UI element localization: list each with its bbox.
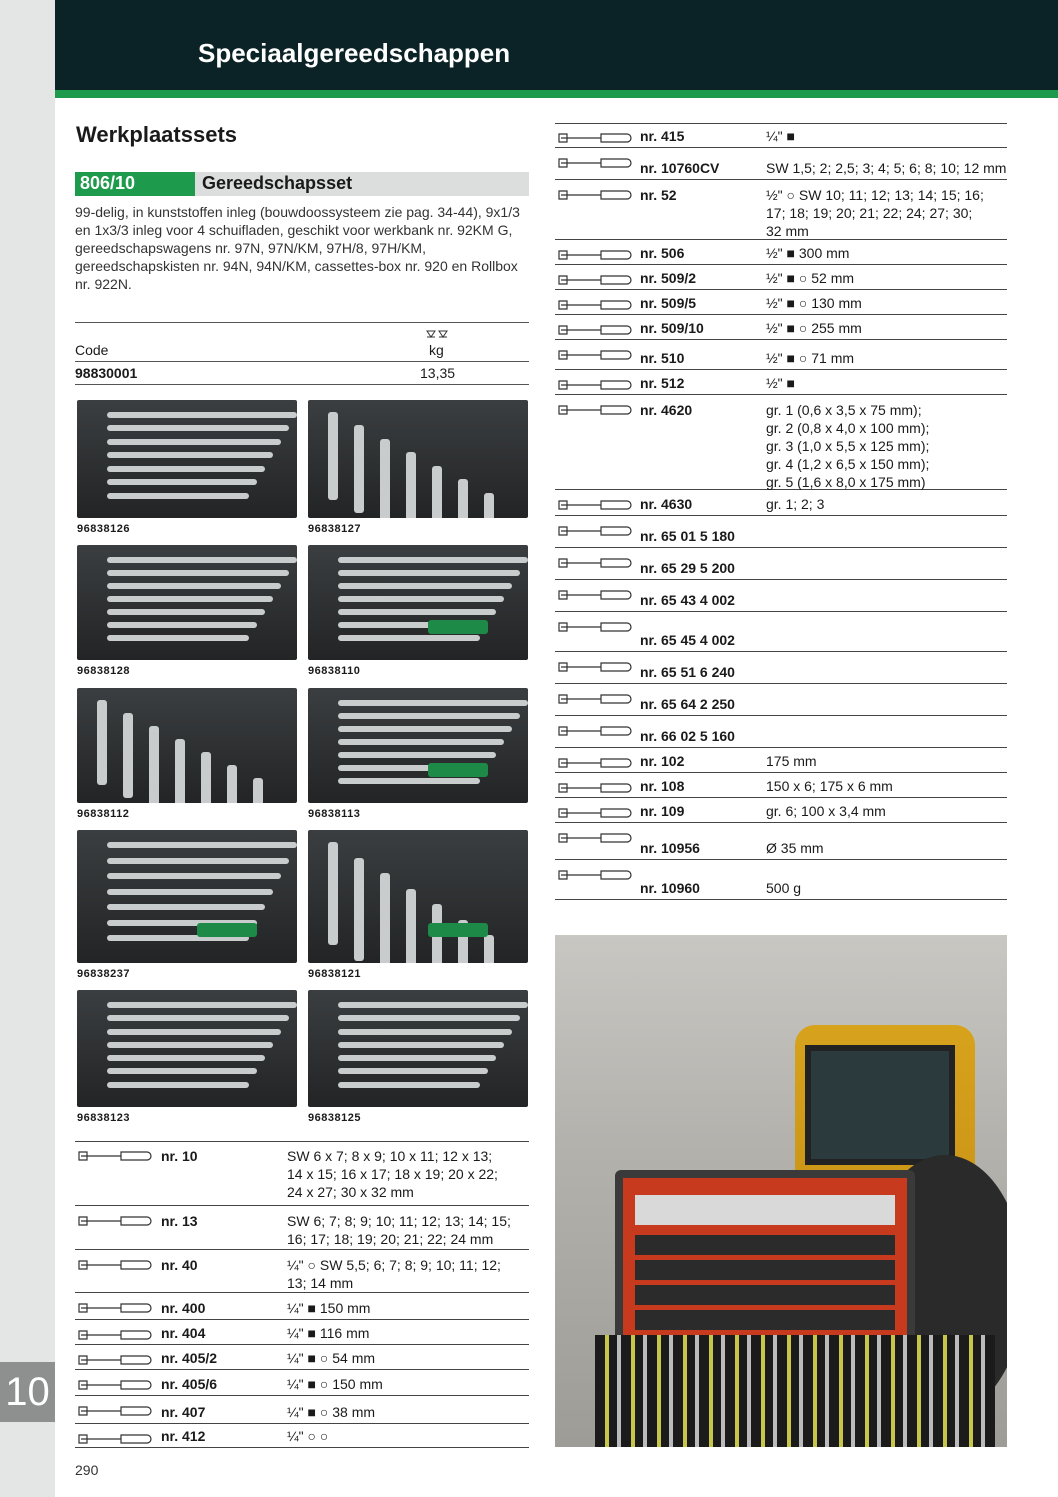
tool-icon bbox=[557, 153, 633, 173]
tool-shape bbox=[338, 570, 520, 576]
tool-shape bbox=[338, 596, 504, 602]
tool-icon bbox=[557, 400, 633, 420]
tool-shape bbox=[432, 466, 442, 518]
tool-shape bbox=[380, 873, 390, 963]
tray-code: 96838128 bbox=[77, 665, 130, 677]
tray-code: 96838121 bbox=[308, 968, 361, 980]
tool-icon bbox=[77, 1298, 153, 1318]
table-row bbox=[75, 1396, 529, 1424]
article-spec: ¼" ■ ○ 54 mm bbox=[287, 1350, 376, 1366]
table-row bbox=[75, 1320, 529, 1345]
article-weight: 13,35 bbox=[420, 365, 456, 381]
code-table bbox=[75, 322, 529, 386]
table-row bbox=[75, 1370, 529, 1396]
weight-scale-icon bbox=[425, 327, 449, 339]
tool-icon bbox=[557, 585, 633, 605]
article-number: nr. 10956 bbox=[640, 840, 700, 856]
article-spec: ¼" ■ bbox=[766, 128, 795, 144]
tool-icon bbox=[557, 721, 633, 741]
article-number: nr. 65 45 4 002 bbox=[640, 632, 735, 648]
tool-icon bbox=[557, 495, 633, 515]
tool-shape bbox=[328, 842, 338, 945]
tool-shape bbox=[107, 1082, 249, 1088]
article-number: nr. 415 bbox=[640, 128, 685, 144]
tray-code: 96838126 bbox=[77, 523, 130, 535]
table-row bbox=[555, 580, 1007, 612]
article-number: nr. 512 bbox=[640, 375, 685, 391]
article-spec: 175 mm bbox=[766, 753, 817, 769]
tool-shape bbox=[107, 479, 257, 485]
tool-shape bbox=[107, 1029, 281, 1035]
tray-code: 96838112 bbox=[77, 808, 130, 820]
article-number: nr. 52 bbox=[640, 187, 677, 203]
tool-shape bbox=[107, 858, 289, 864]
article-spec: ½" ■ 300 mm bbox=[766, 245, 850, 261]
tool-icon bbox=[77, 1325, 153, 1345]
tool-icon bbox=[557, 828, 633, 848]
article-spec: ¼" ■ 116 mm bbox=[287, 1325, 370, 1341]
article-spec: Ø 35 mm bbox=[766, 840, 824, 856]
tool-shape bbox=[227, 765, 237, 803]
tool-shape bbox=[338, 726, 512, 732]
product-description: 99-delig, in kunststoffen inleg (bouwdoossysteem zie pag. 34-44), 9x1/3 en 1x3/3 inleg voor 4 schuifladen, geschikt voor werkbank nr. 92KM G, gereedschapswagens nr. 97N, 97N/KM, 97H/8, 97H/KM, gereedschapskisten nr. 94N, 94N/KM, cassettes-box nr. 920 en Rollbox nr. 922N. bbox=[75, 204, 520, 292]
article-spec: gr. 6; 100 x 3,4 mm bbox=[766, 803, 886, 819]
tool-shape bbox=[338, 583, 512, 589]
tool-tray-image bbox=[77, 400, 297, 518]
article-spec: SW 1,5; 2; 2,5; 3; 4; 5; 6; 8; 10; 12 mm bbox=[766, 160, 1007, 176]
article-number: nr. 13 bbox=[161, 1213, 198, 1229]
article-number: nr. 109 bbox=[640, 803, 685, 819]
product-photo-toolcart bbox=[555, 935, 1007, 1447]
tool-shape bbox=[338, 1042, 504, 1048]
tool-icon bbox=[557, 778, 633, 798]
tool-icon bbox=[557, 689, 633, 709]
tool-shape bbox=[338, 752, 496, 758]
tool-icon bbox=[77, 1255, 153, 1275]
article-spec: ½" ○ SW 10; 11; 12; 13; 14; 15; 16; 17; 18; 19; 20; 21; 22; 24; 27; 30; 32 mm bbox=[766, 187, 984, 239]
green-handle bbox=[428, 620, 488, 634]
table-row bbox=[555, 370, 1007, 395]
tool-shape bbox=[107, 1042, 273, 1048]
article-number: nr. 407 bbox=[161, 1404, 206, 1420]
tool-icon bbox=[77, 1146, 153, 1166]
product-name: Gereedschapsset bbox=[202, 173, 353, 193]
article-number: nr. 65 43 4 002 bbox=[640, 592, 735, 608]
tool-shape bbox=[338, 557, 528, 563]
tool-shape bbox=[406, 889, 416, 963]
tool-icon bbox=[557, 185, 633, 205]
article-spec: ½" ■ ○ 71 mm bbox=[766, 350, 855, 366]
side-strip bbox=[0, 0, 55, 1497]
article-number: nr. 10760CV bbox=[640, 160, 720, 176]
table-row bbox=[75, 1250, 529, 1293]
tool-icon bbox=[557, 617, 633, 637]
table-row bbox=[555, 823, 1007, 860]
green-handle bbox=[428, 763, 488, 777]
article-spec: ¼" ■ 150 mm bbox=[287, 1300, 371, 1316]
tool-shape bbox=[253, 778, 263, 803]
table-row bbox=[555, 290, 1007, 315]
tool-shape bbox=[484, 493, 494, 518]
tool-shape bbox=[97, 700, 107, 785]
article-number: nr. 400 bbox=[161, 1300, 206, 1316]
article-spec: ½" ■ ○ 52 mm bbox=[766, 270, 855, 286]
tool-icon bbox=[77, 1401, 153, 1421]
tool-tray-image bbox=[77, 688, 297, 803]
tray-code: 96838110 bbox=[308, 665, 361, 677]
tool-icon bbox=[77, 1429, 153, 1449]
article-number: nr. 412 bbox=[161, 1428, 206, 1444]
tool-shape bbox=[338, 1082, 480, 1088]
product-code: 806/10 bbox=[75, 172, 195, 196]
tool-shape bbox=[107, 622, 257, 628]
article-spec: 500 g bbox=[766, 880, 802, 896]
article-spec: ½" ■ ○ 130 mm bbox=[766, 295, 862, 311]
tool-shape bbox=[107, 493, 249, 499]
table-row bbox=[555, 240, 1007, 265]
article-spec: SW 6 x 7; 8 x 9; 10 x 11; 12 x 13; 14 x 15; 16 x 17; 18 x 19; 20 x 22; 24 x 27; 30 x 32 mm bbox=[287, 1148, 498, 1200]
table-row bbox=[555, 516, 1007, 548]
tool-icon bbox=[557, 521, 633, 541]
tool-shape bbox=[458, 479, 468, 518]
table-row bbox=[555, 490, 1007, 516]
tool-tray-image bbox=[308, 990, 528, 1107]
tool-tray-image bbox=[308, 545, 528, 660]
article-spec: ½" ■ bbox=[766, 375, 795, 391]
tool-shape bbox=[107, 904, 265, 910]
tool-tray-image bbox=[308, 400, 528, 518]
tool-shape bbox=[107, 466, 265, 472]
tool-shape bbox=[107, 596, 273, 602]
tool-icon bbox=[557, 320, 633, 340]
tray-code: 96838123 bbox=[77, 1112, 130, 1124]
page-number: 290 bbox=[75, 1462, 99, 1478]
tool-shape bbox=[149, 726, 159, 803]
article-spec: ½" ■ ○ 255 mm bbox=[766, 320, 862, 336]
tray-code: 96838125 bbox=[308, 1112, 361, 1124]
tool-shape bbox=[354, 858, 364, 961]
article-spec: ¼" ■ ○ 150 mm bbox=[287, 1376, 383, 1392]
article-spec: gr. 1; 2; 3 bbox=[766, 496, 825, 512]
table-row bbox=[555, 612, 1007, 652]
tool-shape bbox=[338, 635, 480, 641]
tool-icon bbox=[557, 865, 633, 885]
tool-icon bbox=[557, 128, 633, 148]
tool-shape bbox=[338, 1015, 520, 1021]
tool-shape bbox=[107, 1055, 265, 1061]
tool-shape bbox=[107, 412, 297, 418]
tool-icon bbox=[557, 295, 633, 315]
tool-shape bbox=[107, 557, 297, 563]
tool-shape bbox=[338, 1055, 496, 1061]
tool-icon bbox=[557, 553, 633, 573]
article-number: nr. 506 bbox=[640, 245, 685, 261]
tool-icon bbox=[77, 1211, 153, 1231]
table-row bbox=[555, 265, 1007, 290]
tool-shape bbox=[338, 700, 528, 706]
article-number: nr. 65 64 2 250 bbox=[640, 696, 735, 712]
table-row bbox=[555, 798, 1007, 823]
article-number: nr. 405/2 bbox=[161, 1350, 218, 1366]
tool-shape bbox=[107, 873, 281, 879]
green-handle bbox=[428, 923, 488, 937]
article-code: 98830001 bbox=[75, 365, 138, 381]
table-row bbox=[555, 748, 1007, 773]
table-row bbox=[555, 860, 1007, 900]
tool-icon bbox=[557, 375, 633, 395]
tool-shape bbox=[338, 739, 504, 745]
tool-icon bbox=[557, 270, 633, 290]
page-title: Speciaalgereedschappen bbox=[198, 38, 511, 68]
article-spec: SW 6; 7; 8; 9; 10; 11; 12; 13; 14; 15; 16; 17; 18; 19; 20; 21; 22; 24 mm bbox=[287, 1213, 511, 1247]
tool-shape bbox=[175, 739, 185, 803]
code-header: Code bbox=[75, 342, 109, 358]
article-number: nr. 102 bbox=[640, 753, 685, 769]
article-spec: gr. 1 (0,6 x 3,5 x 75 mm); gr. 2 (0,8 x 4,0 x 100 mm); gr. 3 (1,0 x 5,5 x 125 mm); gr. 4 (1,2 x 6,5 x 150 mm); gr. 5 (1,6 x 8,0 x 175 mm) bbox=[766, 402, 930, 490]
green-handle bbox=[197, 923, 257, 937]
tool-shape bbox=[123, 713, 133, 798]
table-row bbox=[75, 1424, 529, 1448]
table-row bbox=[75, 1206, 529, 1250]
tool-icon bbox=[557, 753, 633, 773]
tool-shape bbox=[107, 583, 281, 589]
tool-icon bbox=[557, 245, 633, 265]
tool-shape bbox=[201, 752, 211, 803]
article-spec: 150 x 6; 175 x 6 mm bbox=[766, 778, 893, 794]
table-row bbox=[555, 340, 1007, 370]
tool-tray-image bbox=[77, 990, 297, 1107]
tool-shape bbox=[354, 425, 364, 513]
table-row bbox=[555, 395, 1007, 490]
article-spec: ¼" ■ ○ 38 mm bbox=[287, 1404, 376, 1420]
tool-shape bbox=[107, 1015, 289, 1021]
article-spec: ¼" ○ ○ bbox=[287, 1428, 329, 1444]
article-number: nr. 510 bbox=[640, 350, 685, 366]
article-number: nr. 66 02 5 160 bbox=[640, 728, 735, 744]
section-title: Werkplaatssets bbox=[76, 122, 238, 147]
article-number: nr. 4630 bbox=[640, 496, 693, 512]
table-row bbox=[75, 1293, 529, 1320]
article-number: nr. 65 29 5 200 bbox=[640, 560, 735, 576]
tool-shape bbox=[107, 439, 281, 445]
tool-shape bbox=[107, 842, 297, 848]
accent-bar bbox=[55, 90, 1058, 98]
table-row bbox=[555, 123, 1007, 148]
table-row bbox=[75, 1141, 529, 1206]
table-row bbox=[555, 652, 1007, 684]
table-row bbox=[75, 1345, 529, 1370]
article-number: nr. 40 bbox=[161, 1257, 198, 1273]
tool-shape bbox=[107, 889, 273, 895]
tool-shape bbox=[484, 935, 494, 963]
tray-code: 96838113 bbox=[308, 808, 361, 820]
article-number: nr. 509/10 bbox=[640, 320, 704, 336]
chapter-tab: 10 bbox=[0, 1362, 55, 1422]
article-number: nr. 65 01 5 180 bbox=[640, 528, 735, 544]
table-row bbox=[555, 315, 1007, 340]
tray-code: 96838237 bbox=[77, 968, 130, 980]
tool-shape bbox=[107, 609, 265, 615]
article-spec: ¼" ○ SW 5,5; 6; 7; 8; 9; 10; 11; 12; 13; 14 mm bbox=[287, 1257, 501, 1291]
tool-tray-image bbox=[77, 830, 297, 963]
tool-shape bbox=[338, 778, 480, 784]
article-number: nr. 509/5 bbox=[640, 295, 697, 311]
tool-shape bbox=[328, 412, 338, 500]
table-row bbox=[555, 148, 1007, 180]
tool-shape bbox=[107, 635, 249, 641]
tool-shape bbox=[338, 713, 520, 719]
article-number: nr. 108 bbox=[640, 778, 685, 794]
tool-shape bbox=[107, 1068, 257, 1074]
tray-code: 96838127 bbox=[308, 523, 361, 535]
tool-shape bbox=[338, 609, 496, 615]
tool-shape bbox=[107, 425, 289, 431]
tool-icon bbox=[77, 1350, 153, 1370]
table-row bbox=[555, 684, 1007, 716]
tool-shape bbox=[107, 1002, 297, 1008]
tool-tray-image bbox=[308, 688, 528, 803]
tool-shape bbox=[107, 452, 273, 458]
article-number: nr. 509/2 bbox=[640, 270, 697, 286]
article-number: nr. 10 bbox=[161, 1148, 198, 1164]
article-number: nr. 65 51 6 240 bbox=[640, 664, 735, 680]
product-header bbox=[75, 172, 529, 196]
tool-shape bbox=[380, 439, 390, 518]
article-number: nr. 405/6 bbox=[161, 1376, 218, 1392]
table-row bbox=[555, 773, 1007, 798]
tool-shape bbox=[338, 1002, 528, 1008]
tool-tray-image bbox=[308, 830, 528, 963]
tool-shape bbox=[406, 452, 416, 518]
table-row bbox=[555, 548, 1007, 580]
article-number: nr. 10960 bbox=[640, 880, 700, 896]
article-number: nr. 404 bbox=[161, 1325, 206, 1341]
page-header bbox=[55, 0, 1058, 90]
weight-header: kg bbox=[429, 342, 444, 358]
tool-icon bbox=[557, 657, 633, 677]
tool-icon bbox=[557, 345, 633, 365]
tool-tray-image bbox=[77, 545, 297, 660]
tool-shape bbox=[107, 570, 289, 576]
tool-icon bbox=[557, 803, 633, 823]
table-row bbox=[555, 716, 1007, 748]
table-row bbox=[555, 180, 1007, 240]
tool-shape bbox=[338, 1068, 488, 1074]
tool-shape bbox=[338, 1029, 512, 1035]
article-number: nr. 4620 bbox=[640, 402, 693, 418]
tool-icon bbox=[77, 1375, 153, 1395]
